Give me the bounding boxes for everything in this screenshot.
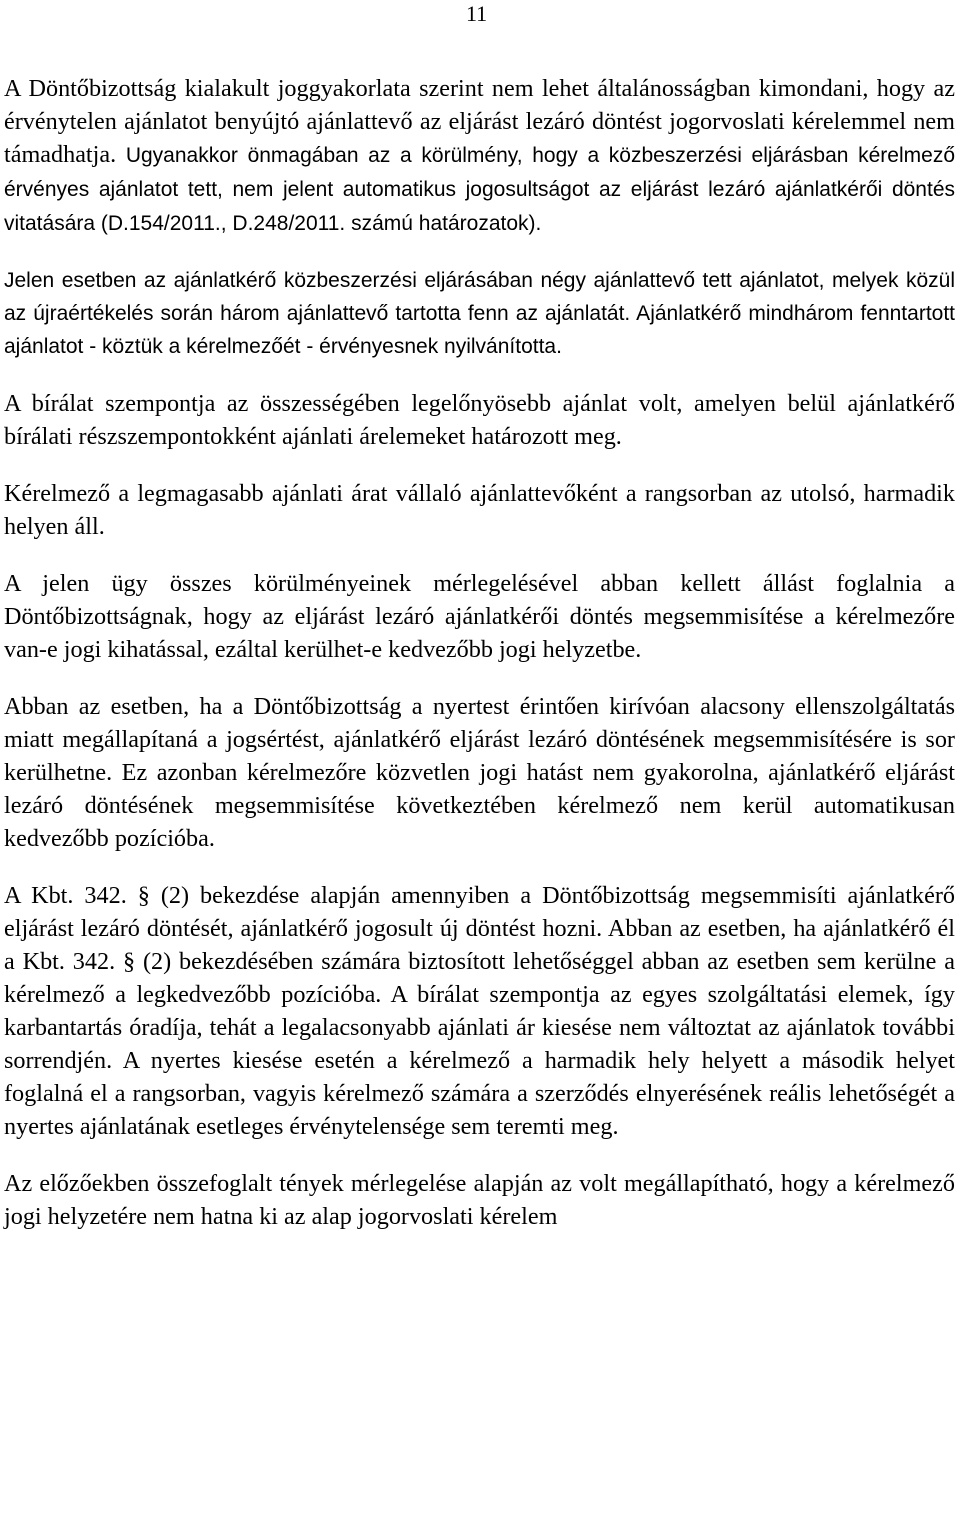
paragraph-4: Kérelmező a legmagasabb ajánlati árat vállaló ajánlattevőként a rangsorban az utolsó, harmadik helyen áll. — [4, 480, 955, 540]
paragraph-6: Abban az esetben, ha a Döntőbizottság a nyertest érintően kirívóan alacsony ellenszolgáltatás miatt megállapítaná a jogsértést, ajánlatkérő eljárást lezáró döntésének megsemmisítésére is sor kerülhetne. Ez azonban kérelmezőre közvetlen jogi hatást nem gyakorolna, ajánlatkérő eljárást lezáró döntésének megsemmisítése következtében kérelmező nem kerül automatikusan kedvezőbb pozícióba. — [4, 693, 955, 852]
paragraph-1 — [4, 72, 955, 240]
paragraph-8: Az előzőekben összefoglalt tények mérlegelése alapján az volt megállapítható, hogy a kérelmező jogi helyzetére nem hatna ki az alap jogorvoslati kérelem — [4, 1170, 955, 1230]
paragraph-5: A jelen ügy összes körülményeinek mérlegelésével abban kellett állást foglalnia a Döntőbizottságnak, hogy az eljárást lezáró ajánlatkérői döntés megsemmisítése a kérelmezőre van-e jogi kihatással, ezáltal kerülhet-e kedvezőbb jogi helyzetbe. — [4, 570, 955, 663]
paragraph-1-serif-text: A Döntőbizottság kialakult joggyakorlata szerint nem lehet általánosságban kimondani, hogy az érvénytelen ajánlatot benyújtó ajánlattevő az eljárást lezáró döntést jogorvoslati kérelemmel nem támadhatja. — [4, 75, 955, 168]
paragraph-1-sans-text: Ugyanakkor önmagában az a körülmény, hogy a közbeszerzési eljárásban kérelmező érvényes ajánlatot tett, nem jelent automatikus jogosultságot az eljárást lezáró ajánlatkérői döntés vitatására (D.154/2011., D.248/2011. számú határozatok). — [4, 144, 955, 235]
paragraph-7: A Kbt. 342. § (2) bekezdése alapján amennyiben a Döntőbizottság megsemmisíti ajánlatkérő eljárást lezáró döntését, ajánlatkérő jogosult új döntést hozni. Abban az esetben, ha ajánlatkérő él a Kbt. 342. § (2) bekezdésében számára biztosított lehetőséggel abban az esetben sem kerülne a kérelmező a legkedvezőbb pozícióba. A bírálat szempontja az egyes szolgáltatási elemek, így karbantartás óradíja, tehát a legalacsonyabb ajánlati ár kiesése nem változtat az ajánlatok további sorrendjén. A nyertes kiesése esetén a kérelmező a harmadik hely helyett a második helyet foglalná el a rangsorban, vagyis kérelmező számára a szerződés elnyerésének reális lehetőségét a nyertes ajánlatának esetleges érvénytelensége sem teremti meg. — [4, 882, 955, 1140]
paragraph-2: Jelen esetben az ajánlatkérő közbeszerzési eljárásában négy ajánlattevő tett ajánlatot, melyek közül az újraértékelés során három ajánlattevő tartotta fenn az ajánlatát. Ajánlatkérő mindhárom fenntartott ajánlatot - köztük a kérelmezőét - érvényesnek nyilvánította. — [4, 269, 955, 358]
document-body — [4, 72, 955, 1257]
page-number: 11 — [466, 1, 488, 26]
paragraph-3: A bírálat szempontja az összességében legelőnyösebb ajánlat volt, amelyen belül ajánlatkérő bírálati részszempontokként ajánlati árelemeket határozott meg. — [4, 390, 955, 450]
